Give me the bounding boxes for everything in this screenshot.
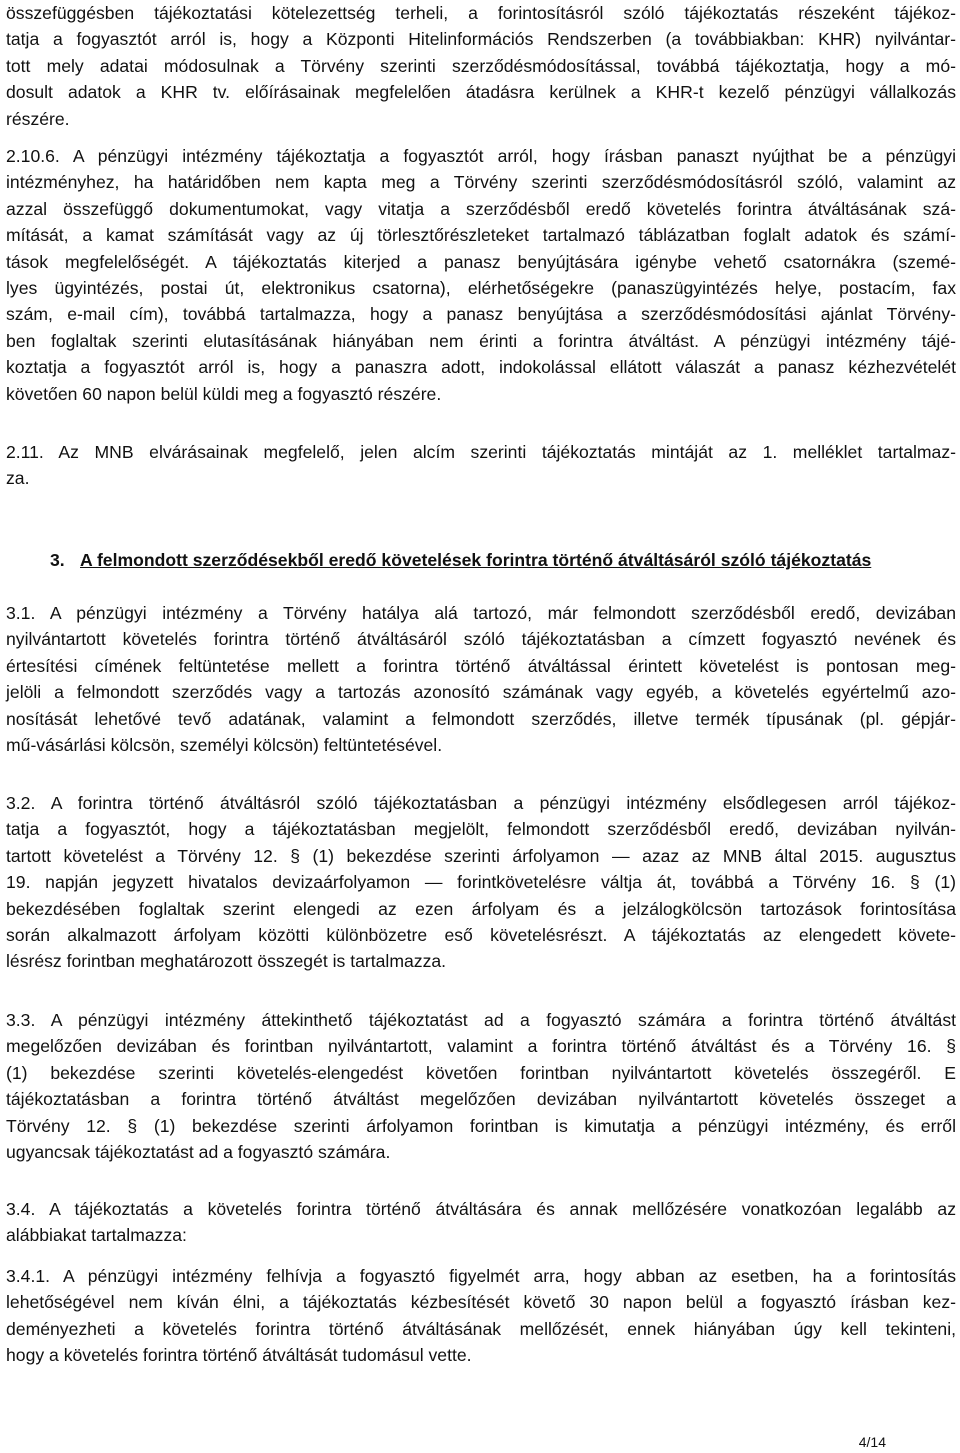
text-line: mű-vásárlási kölcsön, személyi kölcsön) feltüntetésével. <box>6 735 443 756</box>
text-line: 3.3. A pénzügyi intézmény áttekinthető tájékoztatást ad a fogyasztó számára a forintra történő átváltást <box>6 1010 956 1030</box>
section-number: 3. <box>50 550 65 570</box>
text-line: nosítását lehetővé tevő adatának, valamint a felmondott szerződés, illetve termék típusának (pl. gépjár- <box>6 708 956 729</box>
text-line: tájékoztatásban a forintra történő átváltást megelőzően devizában nyilvántartott követelés összeget a <box>6 1089 956 1110</box>
paragraph-2-10-6 <box>6 143 956 407</box>
text-line: megelőzően devizában és forintban nyilvántartott, valamint a forintra történő átváltást és a Törvény 16. § <box>6 1036 956 1057</box>
text-line: tatja a fogyasztót, hogy a tájékoztatásban megjelölt, felmondott szerződésből eredő, devizában nyilván- <box>6 819 956 840</box>
text-line: 2.11. Az MNB elvárásainak megfelelő, jelen alcím szerinti tájékoztatás mintáját az 1. melléklet tartalmaz- <box>6 442 956 462</box>
text-line: azzal összefüggő dokumentumokat, vagy vitatja a szerződésből eredő követelés forintra átváltásának szá- <box>6 198 956 219</box>
text-line: intézményhez, ha határidőben nem kapta meg a Törvény szerinti szerződésmódosításról szóló, valamint az <box>6 172 956 193</box>
paragraph-3-4-1 <box>6 1263 956 1369</box>
text-line: bekezdésében foglaltak szerint elengedi az ezen árfolyam és a jelzálogkölcsön tartozások forintosítása <box>6 898 956 919</box>
text-line: 3.4. A tájékoztatás a követelés forintra történő átváltására és annak mellőzésére vonatkozóan legalább az <box>6 1199 956 1219</box>
text-line: követően 60 napon belül küldi meg a fogyasztó részére. <box>6 383 442 404</box>
text-line: tatja a fogyasztót arról is, hogy a Központi Hitelinformációs Rendszerben (a továbbiakban: KHR) nyilvántar- <box>6 29 956 50</box>
text-line: 3.1. A pénzügyi intézmény a Törvény hatálya alá tartozó, már felmondott szerződésből eredő, devizában <box>6 603 956 623</box>
text-line: alábbiakat tartalmazza: <box>6 1225 187 1246</box>
text-line: értesítési címének feltüntetése mellett a forintra történő átváltással érintett követelést is pontosan meg- <box>6 655 956 676</box>
text-line: dosult adatok a KHR tv. előírásainak megfelelően átadásra kerülnek a KHR-t kezelő pénzügyi vállalkozás <box>6 82 956 103</box>
text-line: tartott követelést a Törvény 12. § (1) bekezdése szerinti árfolyamon — azaz az MNB által 2015. augusztus <box>6 845 956 866</box>
paragraph-2-10-5-continued <box>6 0 956 132</box>
text-line: lyes ügyintézés, postai út, elektronikus csatorna), elérhetőségekre (panaszügyintézés helye, postacím, fax <box>6 278 956 299</box>
text-line: 3.4.1. A pénzügyi intézmény felhívja a fogyasztó figyelmét arra, hogy abban az esetben, ha a forintosítás <box>6 1266 956 1286</box>
section-title: A felmondott szerződésekből eredő követelések forintra történő átváltásáról szóló tájékoztatás <box>80 550 872 570</box>
text-line: 2.10.6. A pénzügyi intézmény tájékoztatja a fogyasztót arról, hogy írásban panaszt nyújthat be a pénzügyi <box>6 146 956 166</box>
text-line: nyilvántartott követelés forintra történő átváltásáról szóló tájékoztatásban a címzett fogyasztó nevének és <box>6 629 956 650</box>
text-line: (1) bekezdése szerinti követelés-elengedést követően forintban nyilvántartott követelés összegéről. E <box>6 1062 956 1083</box>
text-line: ugyancsak tájékoztatást ad a fogyasztó számára. <box>6 1142 391 1163</box>
paragraph-3-4 <box>6 1196 956 1249</box>
text-line: lésrész forintban meghatározott összegét is tartalmazza. <box>6 951 447 972</box>
text-line: hogy a követelés forintra történő átváltását tudomásul vette. <box>6 1345 472 1366</box>
text-line: koztatja a fogyasztót arról is, hogy a panaszra adott, indokolással ellátott válaszát a panasz kézhezvételét <box>6 357 956 378</box>
text-line: összefüggésben tájékoztatási kötelezettség terheli, a forintosításról szóló tájékoztatás részeként tájékoz- <box>6 3 956 23</box>
text-line: ben foglaltak szerinti elutasításának hiányában nem érinti a forintra átváltást. A pénzügyi intézmény tájé- <box>6 330 956 351</box>
text-line: tások megfelelőségét. A tájékoztatás kiterjed a panasz benyújtására igénybe vehető csatornákra (szemé- <box>6 251 956 272</box>
text-line: mítását, a kamat számítását vagy az új törlesztőrészleteket tartalmazó táblázatban foglalt adatok és számí- <box>6 225 956 246</box>
paragraph-3-1 <box>6 600 956 758</box>
paragraph-3-2 <box>6 790 956 975</box>
text-line: za. <box>6 468 30 489</box>
page-number: 4/14 <box>858 1434 886 1450</box>
paragraph-2-11 <box>6 439 956 492</box>
text-line: során alkalmazott árfolyam közötti különbözetre eső követelésrészt. A tájékoztatás az elengedett követe- <box>6 925 956 946</box>
section-heading-3 <box>50 547 956 573</box>
text-line: Törvény 12. § (1) bekezdése szerinti árfolyamon forintban is kimutatja a pénzügyi intézmény, és erről <box>6 1115 956 1136</box>
text-line: 19. napján jegyzett hivatalos devizaárfolyamon — forintkövetelésre váltja át, továbbá a Törvény 16. § (1) <box>6 872 956 893</box>
text-line: 3.2. A forintra történő átváltásról szóló tájékoztatásban a pénzügyi intézmény elsődlegesen arról tájékoz- <box>6 793 956 813</box>
text-line: tott mely adatai módosulnak a Törvény szerinti szerződésmódosítással, továbbá tájékoztatja, hogy a mó- <box>6 55 956 76</box>
text-line: szám, e-mail cím), továbbá tartalmazza, hogy a panasz benyújtása a szerződésmódosítási ajánlat Törvény- <box>6 304 956 325</box>
text-line: részére. <box>6 108 70 129</box>
text-line: lehetőségével nem kíván élni, a tájékoztatás kézbesítését követő 30 napon belül a fogyasztó írásban kez- <box>6 1292 956 1313</box>
paragraph-3-3 <box>6 1007 956 1165</box>
text-line: jelöli a felmondott szerződés vagy a tartozás azonosító számának vagy egyéb, a követelés egyértelmű azo- <box>6 682 956 703</box>
text-line: deményezheti a követelés forintra történő átváltásának mellőzését, ennek hiányában úgy kell tekinteni, <box>6 1318 956 1339</box>
